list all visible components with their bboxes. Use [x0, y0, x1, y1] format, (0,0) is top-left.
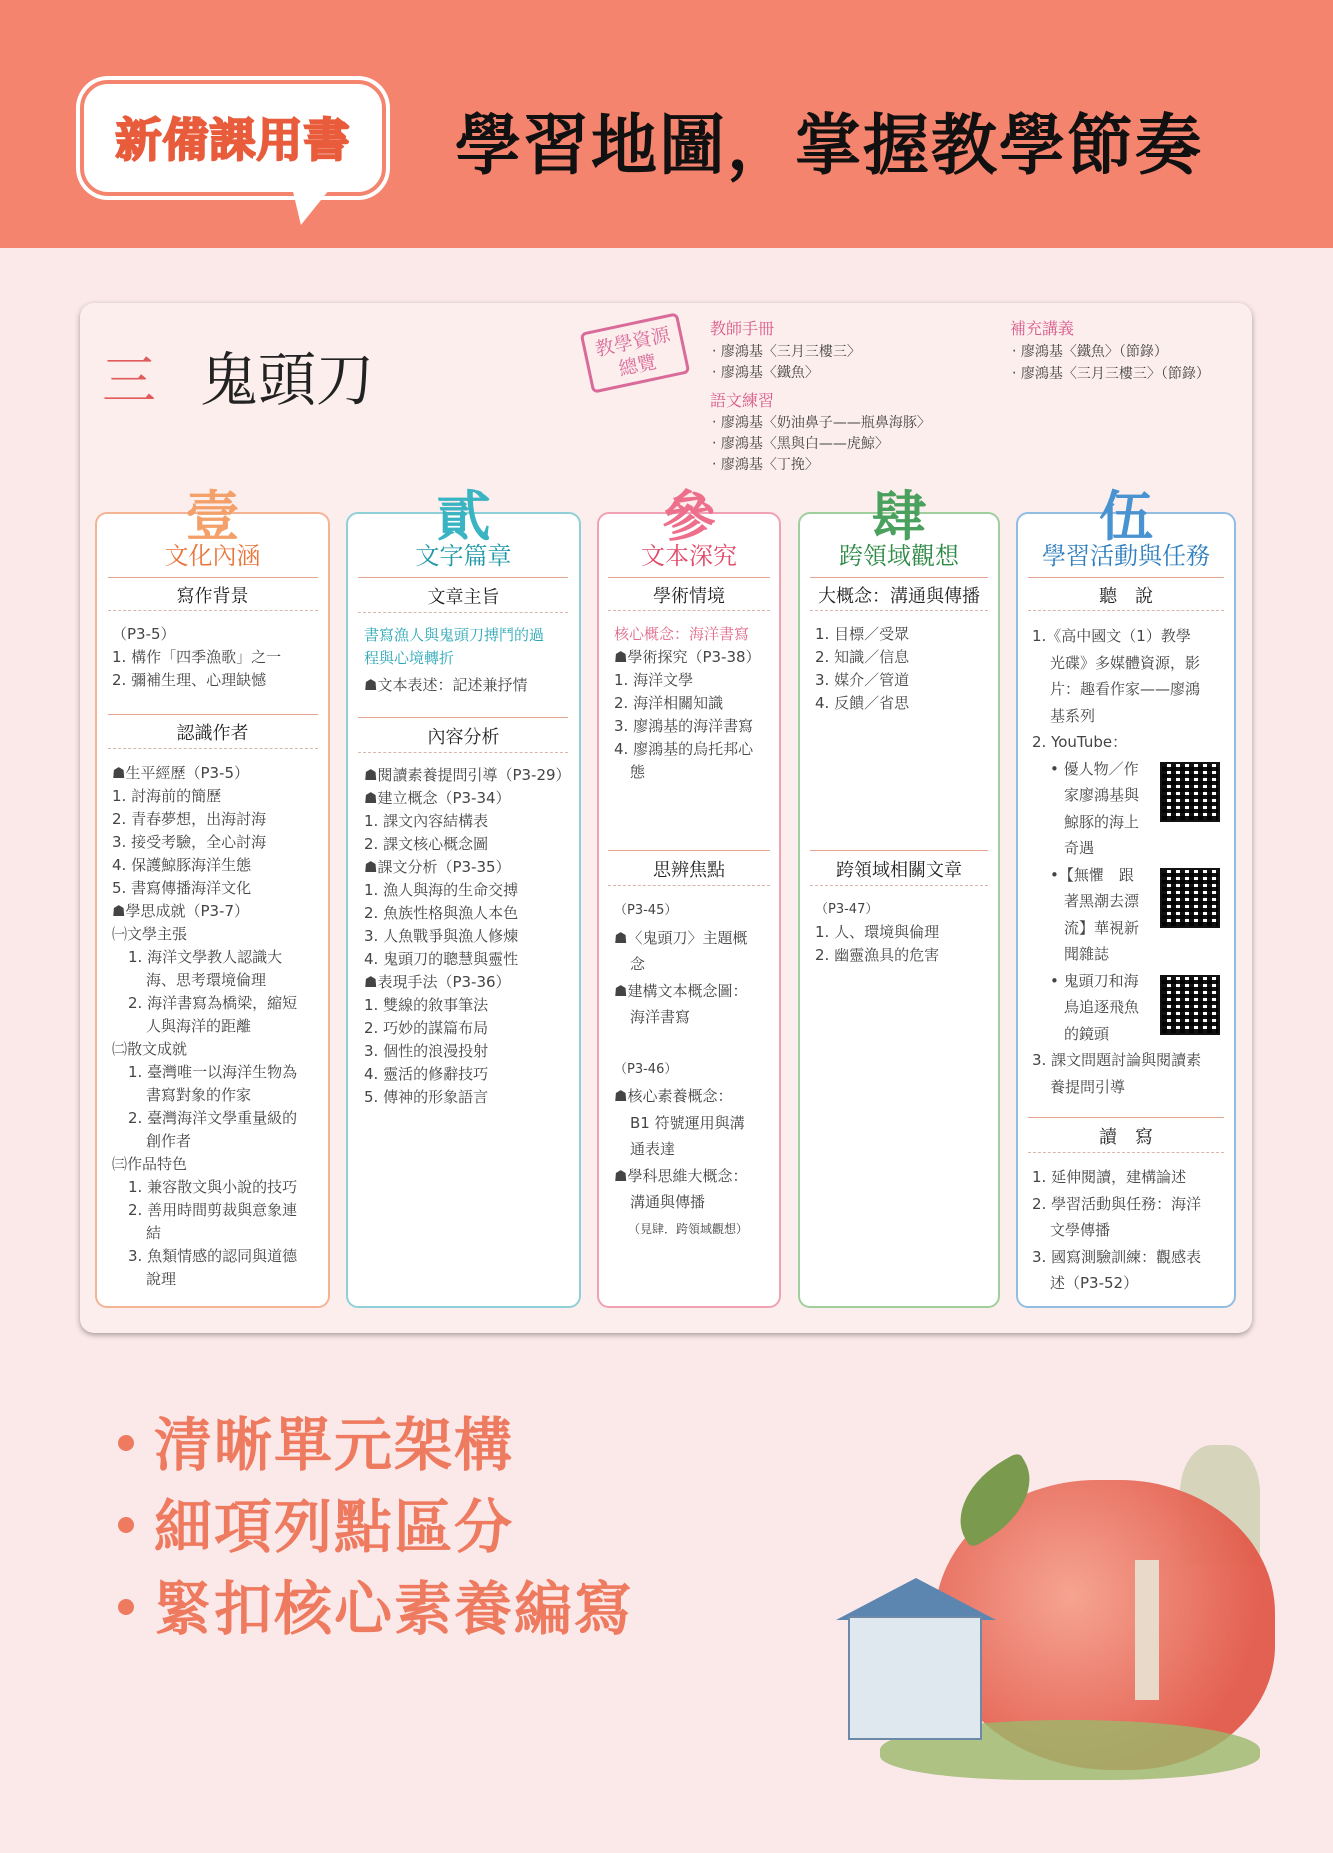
resource-item: ‧ 廖鴻基〈三月三樓三〉	[712, 344, 861, 360]
list-item: 溝通與傳播	[630, 1193, 706, 1211]
supplement-heading: 補充講義	[1010, 319, 1075, 338]
list-item: 說理	[146, 1270, 177, 1288]
list-item: ☗學術探究（P3-38）	[614, 648, 761, 666]
list-item: ☗學科思維大概念：	[614, 1166, 748, 1185]
resource-item: ‧ 廖鴻基〈鐵魚〉	[712, 365, 819, 381]
divider	[108, 610, 318, 611]
list-item: ☗課文分析（P3-35）	[364, 858, 511, 876]
list-item: 1. 海洋文學教人認識大	[128, 948, 283, 966]
column-number: 貳	[436, 485, 491, 548]
list-item: 5. 傳神的形象語言	[364, 1088, 489, 1106]
list-block	[364, 624, 579, 697]
list-item: 3. 廖鴻基的海洋書寫	[614, 717, 754, 735]
section-heading: 大概念：溝通與傳播	[818, 586, 980, 607]
list-item: 3. 課文問題討論與閱讀素	[1032, 1051, 1202, 1069]
list-block	[1032, 1164, 1232, 1297]
list-item: 的鏡頭	[1064, 1024, 1110, 1043]
list-item: 2. 巧妙的謀篇布局	[364, 1019, 489, 1037]
column-number: 肆	[872, 485, 926, 548]
list-item: ☗生平經歷（P3-5）	[112, 764, 249, 782]
list-item: 2. 課文核心概念圖	[364, 835, 489, 853]
list-item: 鯨豚的海上	[1064, 812, 1140, 831]
list-item: 結	[146, 1224, 162, 1242]
column-title: 跨領域觀想	[839, 542, 959, 570]
list-item: 2. 彌補生理、心理缺憾	[112, 671, 267, 689]
resource-item: ‧ 廖鴻基〈丁挽〉	[712, 457, 819, 473]
list-block	[614, 898, 779, 1242]
section-heading: 文章主旨	[427, 587, 500, 608]
tower-illustration	[1135, 1560, 1159, 1700]
divider	[358, 752, 568, 753]
section-heading: 認識作者	[176, 723, 249, 744]
list-item: （P3-5）	[112, 625, 176, 643]
house-illustration	[848, 1616, 982, 1740]
section-heading: 讀 寫	[1099, 1127, 1153, 1148]
list-item: 1. 人、環境與倫理	[815, 923, 940, 941]
list-item: 述（P3-52）	[1050, 1274, 1139, 1292]
list-block	[614, 623, 779, 784]
column-title: 學習活動與任務	[1042, 542, 1210, 570]
list-item	[614, 1031, 779, 1057]
list-item: ☗建立概念（P3-34）	[364, 789, 511, 807]
list-item: 3. 個性的浪漫投射	[364, 1042, 489, 1060]
list-item: 3. 接受考驗，全心討海	[112, 833, 267, 851]
list-item: 2. 青春夢想，出海討海	[112, 810, 267, 828]
resource-item: ‧ 廖鴻基〈三月三樓三〉（節錄）	[1012, 366, 1210, 382]
bullet-dot-icon	[118, 1435, 134, 1451]
list-item: 1. 海洋文學	[614, 671, 694, 689]
list-item: （P3-47）	[815, 902, 879, 917]
list-item: ㈠文學主張	[112, 925, 188, 943]
list-item: 3. 國寫測驗訓練：觀感表	[1032, 1247, 1202, 1266]
list-item: 書寫漁人與鬼頭刀搏鬥的過	[364, 626, 545, 644]
list-item: 2. 魚族性格與漁人本色	[364, 904, 519, 922]
list-item: 通表達	[630, 1140, 676, 1158]
list-item: 3. 媒介／管道	[815, 671, 910, 689]
divider	[108, 714, 318, 715]
section-heading: 聽 說	[1099, 586, 1153, 607]
resource-item: ‧ 廖鴻基〈鐵魚〉（節錄）	[1012, 344, 1168, 360]
list-item: 3. 人魚戰爭與漁人修煉	[364, 927, 519, 945]
bullet-dot-icon	[118, 1517, 134, 1533]
section-heading: 內容分析	[427, 727, 500, 748]
list-item: 態	[630, 763, 646, 781]
list-item: 3. 魚類情感的認同與道德	[128, 1247, 298, 1265]
list-item: （P3-46）	[614, 1061, 678, 1077]
feature-text: 緊扣核心素養編寫	[154, 1575, 635, 1643]
divider	[1028, 1117, 1224, 1118]
list-item: • 優人物／作	[1050, 759, 1139, 778]
list-item: 程與心境轉折	[364, 649, 455, 667]
section-heading: 學術情境	[653, 586, 725, 607]
feature-text: 清晰單元架構	[154, 1411, 515, 1479]
list-item: ☗學思成就（P3-7）	[112, 902, 249, 920]
list-item: 2. 幽靈漁具的危害	[815, 946, 940, 964]
list-block	[112, 762, 327, 1291]
list-item: 1. 目標／受眾	[815, 625, 910, 643]
feature-text: 細項列點區分	[154, 1493, 515, 1561]
divider	[810, 850, 988, 851]
list-item: ☗核心素養概念：	[614, 1087, 733, 1105]
slogan: 學習地圖，掌握教學節奏	[455, 107, 1203, 184]
divider	[108, 748, 318, 749]
section-heading: 思辨焦點	[653, 860, 725, 881]
list-item: ㈢作品特色	[112, 1155, 188, 1173]
column-number: 參	[662, 485, 716, 548]
list-item: 4. 廖鴻基的烏托邦心	[614, 740, 754, 758]
divider	[608, 577, 770, 578]
list-item: 創作者	[146, 1132, 192, 1150]
list-block	[815, 623, 995, 715]
divider	[358, 717, 568, 718]
list-item: 2. 學習活動與任務：海洋	[1032, 1194, 1202, 1213]
divider	[810, 610, 988, 611]
divider	[358, 612, 568, 613]
list-item: 1. 雙線的敘事筆法	[364, 996, 489, 1014]
list-item: 5. 書寫傳播海洋文化	[112, 879, 252, 897]
qr-code-icon[interactable]	[1160, 868, 1220, 928]
divider	[810, 577, 988, 578]
bullet-dot-icon	[118, 1599, 134, 1615]
list-item: 1. 構作「四季漁歌」之一	[112, 648, 282, 666]
qr-code-icon[interactable]	[1160, 975, 1220, 1035]
list-item: 1. 課文內容結構表	[364, 812, 489, 830]
list-item: • 鬼頭刀和海	[1050, 971, 1139, 990]
resource-item: ‧ 廖鴻基〈奶油鼻子——瓶鼻海豚〉	[712, 415, 931, 431]
divider	[608, 610, 770, 611]
list-item: 家廖鴻基與	[1064, 786, 1140, 804]
feature-bullet	[118, 1480, 514, 1564]
speech-bubble	[80, 80, 386, 196]
resource-item: ‧ 廖鴻基〈黑與白——虎鯨〉	[712, 436, 889, 452]
list-item: 2. 海洋書寫為橋梁，縮短	[128, 994, 298, 1012]
list-item: 著黑潮去漂	[1064, 892, 1140, 910]
list-item: 4. 鬼頭刀的聰慧與靈性	[364, 950, 519, 968]
divider	[108, 577, 318, 578]
column-title: 文本深究	[641, 542, 737, 570]
qr-code-icon[interactable]	[1160, 762, 1220, 822]
teacher-manual-heading: 教師手冊	[710, 319, 775, 338]
list-item: 片：趣看作家——廖鴻	[1050, 680, 1201, 698]
list-item: 4. 保護鯨豚海洋生態	[112, 856, 252, 874]
divider	[608, 885, 770, 886]
list-item: （P3-45）	[614, 903, 678, 918]
divider	[810, 885, 988, 886]
list-block	[112, 623, 322, 692]
lesson-number: 三	[102, 349, 156, 412]
lesson-title: 鬼頭刀	[200, 346, 375, 414]
list-item: 4. 靈活的修辭技巧	[364, 1065, 489, 1083]
column-title: 文字篇章	[415, 542, 512, 570]
list-item: 2. 善用時間剪裁與意象連	[128, 1201, 298, 1219]
divider	[1028, 577, 1224, 578]
list-item: ☗〈鬼頭刀〉主題概	[614, 928, 748, 947]
list-item: 聞雜誌	[1064, 945, 1110, 963]
list-item: 海、思考環境倫理	[146, 971, 267, 989]
list-item: 鳥追逐飛魚	[1064, 998, 1140, 1016]
divider	[608, 850, 770, 851]
list-item: •【無懼 跟	[1050, 865, 1134, 884]
list-item: 光碟》多媒體資源，影	[1050, 653, 1201, 672]
divider	[358, 577, 568, 578]
practice-heading: 語文練習	[710, 391, 775, 410]
house-roof-illustration	[836, 1578, 996, 1620]
list-item: B1 符號運用與溝	[630, 1113, 745, 1132]
list-item: ㈡散文成就	[112, 1040, 188, 1058]
column-title: 文化內涵	[164, 542, 261, 570]
list-item: ☗表現手法（P3-36）	[364, 973, 511, 991]
list-item: 2. 知識／信息	[815, 648, 910, 666]
section-heading: 跨領域相關文章	[836, 860, 962, 881]
feature-bullet	[118, 1398, 514, 1482]
list-item: 2. YouTube：	[1032, 733, 1128, 751]
list-item: 1. 兼容散文與小說的技巧	[128, 1178, 298, 1196]
section-heading: 寫作背景	[176, 586, 249, 607]
list-block	[364, 764, 579, 1109]
list-item: 核心概念：海洋書寫	[614, 625, 750, 643]
list-item: 念	[630, 955, 646, 973]
list-item: 人與海洋的距離	[146, 1017, 252, 1035]
list-item: 文學傳播	[1050, 1221, 1111, 1239]
list-block	[815, 898, 995, 967]
feature-bullet	[118, 1562, 634, 1646]
list-item: 養提問引導	[1050, 1077, 1126, 1096]
list-item: 海洋書寫	[630, 1008, 691, 1026]
list-item: 1. 臺灣唯一以海洋生物為	[128, 1063, 298, 1081]
column-number: 伍	[1099, 485, 1153, 548]
divider	[1028, 1152, 1224, 1153]
list-item: 1. 延伸閱讀，建構論述	[1032, 1168, 1187, 1186]
list-item: 1.《高中國文（1）教學	[1032, 627, 1191, 645]
list-item: （見肆．跨領域觀想）	[628, 1221, 749, 1236]
list-item: 1. 漁人與海的生命交搏	[364, 881, 519, 899]
list-item: 流】華視新	[1064, 918, 1140, 937]
list-item: ☗閱讀素養提問引導（P3-29）	[364, 766, 571, 784]
divider	[1028, 610, 1224, 611]
column-number: 壹	[185, 485, 240, 548]
list-item: 基系列	[1050, 706, 1096, 725]
list-item: ☗建構文本概念圖：	[614, 981, 748, 1000]
list-item: 奇遇	[1064, 839, 1095, 857]
badge-text: 新備課用書	[115, 113, 351, 167]
list-item: 書寫對象的作家	[146, 1086, 252, 1104]
list-item: 2. 臺灣海洋文學重量級的	[128, 1109, 298, 1127]
list-item: 2. 海洋相關知識	[614, 694, 724, 712]
list-item: 1. 討海前的簡歷	[112, 787, 222, 805]
list-item: ☗文本表述：記述兼抒情	[364, 676, 528, 694]
resources-stamp-text: 教學資源總覽	[593, 323, 673, 381]
list-item: 4. 反饋／省思	[815, 694, 910, 712]
